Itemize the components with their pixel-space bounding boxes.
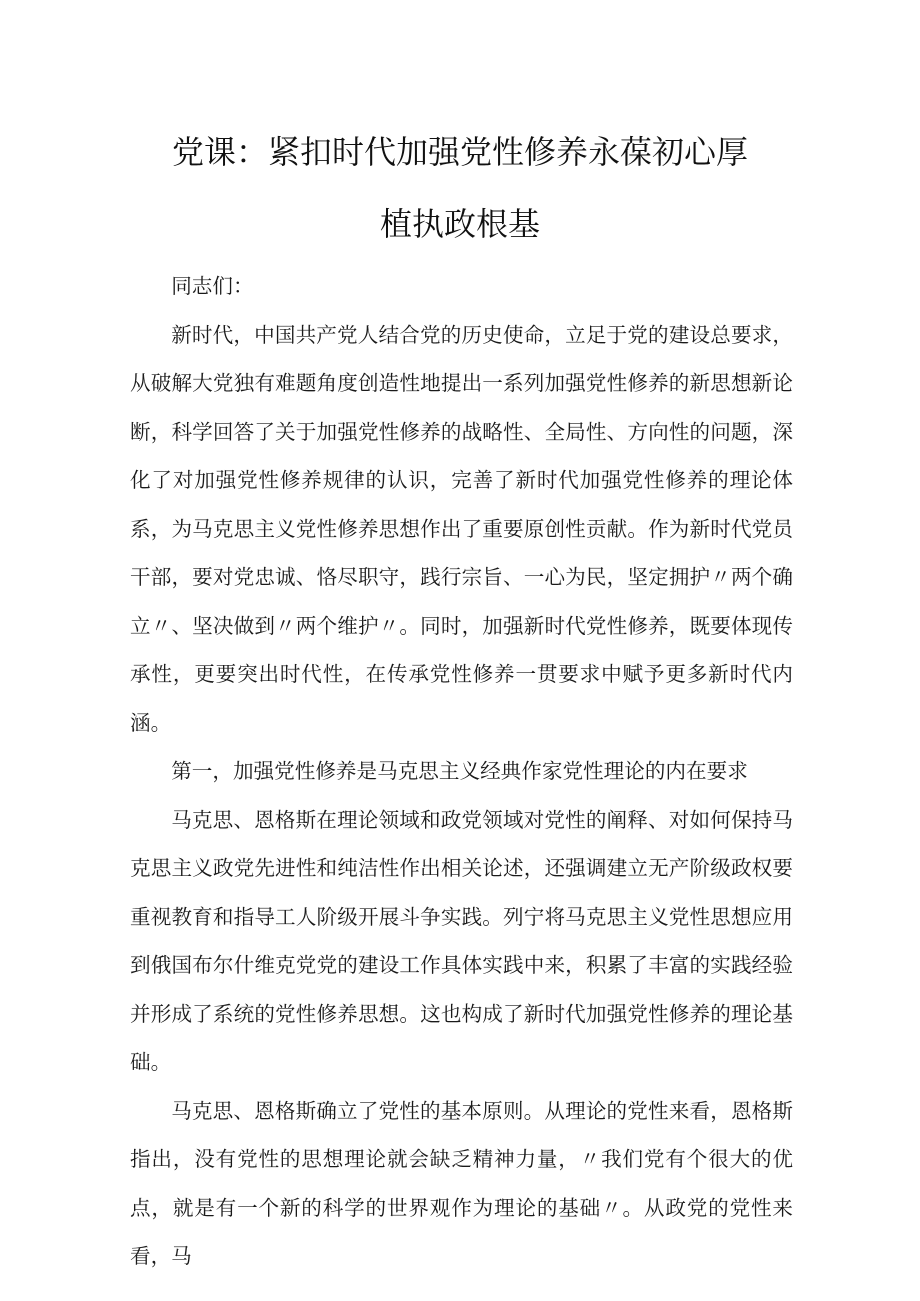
document-title-line-2: 植执政根基 [379,205,540,243]
document-body [130,262,793,1281]
section-heading-first: 第一，加强党性修养是马克思主义经典作家党性理论的内在要求 [171,759,748,783]
paragraph-marx-engels-lenin: 马克思、恩格斯在理论领域和政党领域对党性的阐释、对如何保持马克思主义政党先进性和纯洁性作出相关论述，还强调建立无产阶级政权要重视教育和指导工人阶级开展斗争实践。列宁将马克思主义党性思想应用到俄国布尔什维克党党的建设工作具体实践中来，积累了丰富的实践经验并形成了系统的党性修养思想。这也构成了新时代加强党性修养的理论基础。 [130,807,793,1074]
paragraph-party-principles: 马克思、恩格斯确立了党性的基本原则。从理论的党性来看，恩格斯指出，没有党性的思想理论就会缺乏精神力量，〃我们党有个很大的优点，就是有一个新的科学的世界观作为理论的基础〃。从政党的党性来看，马 [130,1098,793,1268]
salutation: 同志们： [171,274,254,298]
document-title-line-1: 党课：紧扣时代加强党性修养永葆初心厚 [171,133,748,171]
paragraph-intro: 新时代，中国共产党人结合党的历史使命，立足于党的建设总要求，从破解大党独有难题角度创造性地提出一系列加强党性修养的新思想新论断，科学回答了关于加强党性修养的战略性、全局性、方向性的问题，深化了对加强党性修养规律的认识，完善了新时代加强党性修养的理论体系，为马克思主义党性修养思想作出了重要原创性贡献。作为新时代党员干部，要对党忠诚、恪尽职守，践行宗旨、一心为民，坚定拥护〃两个确立〃、坚决做到〃两个维护〃。同时，加强新时代党性修养，既要体现传承性，更要突出时代性，在传承党性修养一贯要求中赋予更多新时代内涵。 [130,322,793,735]
